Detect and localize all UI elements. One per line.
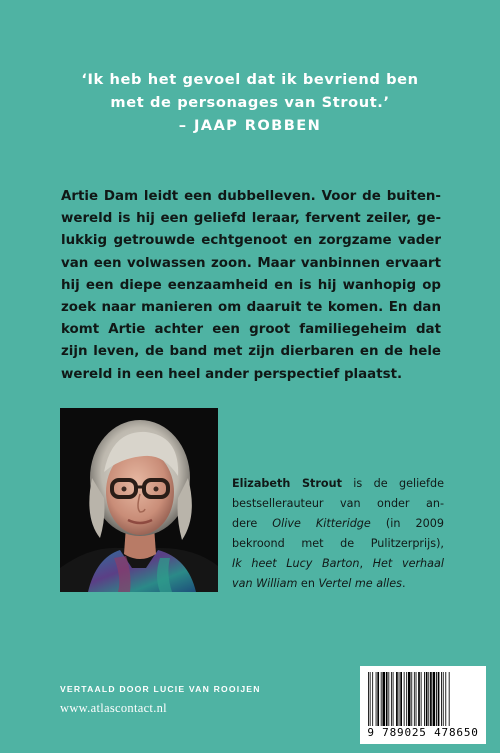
bio-text: dere — [232, 517, 273, 530]
isbn-barcode — [360, 666, 486, 744]
barcode-bar — [436, 672, 437, 726]
blurb-line: lukkig getrouwde echtgenoot en zorgzame vader — [61, 233, 441, 249]
bio-text: , — [359, 557, 373, 570]
barcode-bar — [404, 672, 405, 726]
author-portrait-image — [60, 408, 218, 592]
barcode-bar — [400, 672, 402, 726]
barcode-bar — [418, 672, 420, 726]
bio-text: en — [297, 577, 319, 590]
bio-book-title: Het verhaal — [372, 557, 444, 570]
bio-author-name: Elizabeth Strout — [232, 477, 342, 490]
blurb-line: hij een diepe eenzaamheid en is hij wanhopig op — [61, 277, 441, 293]
barcode-bar — [393, 672, 394, 726]
barcode-bar — [376, 672, 377, 726]
barcode-bar — [430, 672, 432, 726]
quote-line-2: met de personages van Strout.’ — [110, 94, 390, 111]
barcode-bar — [386, 672, 388, 726]
blurb-line: zijn leven, de band met zijn dierbaren en de hele — [61, 344, 441, 360]
barcode-bar — [414, 672, 415, 726]
publisher-website: www.atlascontact.nl — [60, 701, 167, 715]
barcode-bar — [443, 672, 444, 726]
barcode-bar — [424, 672, 425, 726]
barcode-bar — [370, 672, 371, 726]
quote-line-1: ‘Ik heb het gevoel dat ik bevriend ben — [81, 71, 419, 88]
bio-text: (in 2009 — [370, 517, 444, 530]
isbn-number: 9 789025 478650 — [367, 726, 479, 739]
barcode-bar — [396, 672, 398, 726]
barcode-bar — [449, 672, 450, 726]
barcode-bar — [381, 672, 382, 726]
author-photo — [60, 408, 218, 592]
bio-line: bekroond met de Pulitzerprijs), — [232, 537, 444, 550]
bio-text: . — [402, 577, 406, 590]
barcode-bar — [428, 672, 429, 726]
barcode-bar — [391, 672, 392, 726]
barcode-bar — [416, 672, 417, 726]
bio-book-title: van William — [232, 577, 298, 590]
bio-book-title: Ik heet Lucy Barton — [232, 557, 360, 570]
blurb-line: zoek naar manieren om daaruit te komen. En dan — [61, 300, 441, 316]
barcode-bar — [377, 672, 379, 726]
barcode-bar — [406, 672, 407, 726]
barcode-bar — [368, 672, 369, 726]
barcode-bar — [426, 672, 428, 726]
barcode-bar — [399, 672, 400, 726]
blurb-line: van een volwassen zoon. Maar vanbinnen ervaart — [61, 255, 441, 271]
barcode-bars — [368, 672, 478, 726]
bio-line — [232, 574, 444, 594]
barcode-bar — [408, 672, 411, 726]
bio-book-title: Vertel me alles — [318, 577, 403, 590]
bio-line — [232, 474, 444, 494]
barcode-bar — [411, 672, 412, 726]
blurb-line: wereld is hij een geliefd leraar, fervent zeiler, ge- — [61, 211, 441, 227]
barcode-bar — [382, 672, 385, 726]
barcode-bar — [421, 672, 422, 726]
review-quote — [70, 68, 430, 137]
barcode-bar — [445, 672, 446, 726]
quote-author: – JAAP ROBBEN — [178, 117, 322, 134]
barcode-bar — [441, 672, 442, 726]
barcode-bar — [438, 672, 440, 726]
barcode-bar — [433, 672, 436, 726]
bio-line: bestsellerauteur van onder an- — [232, 497, 444, 510]
blurb-line: wereld in een heel ander perspectief plaatst. — [61, 366, 403, 382]
bio-line — [232, 554, 444, 574]
author-bio — [232, 474, 444, 594]
book-blurb — [61, 186, 441, 386]
bio-book-title: Olive Kitteridge — [272, 517, 371, 530]
blurb-line: komt Artie achter een groot familiegeheim dat — [61, 322, 441, 338]
barcode-bar — [388, 672, 389, 726]
bio-line — [232, 514, 444, 534]
translator-credit: VERTAALD DOOR LUCIE VAN ROOIJEN — [60, 684, 261, 694]
bio-text: is de geliefde — [341, 477, 444, 490]
blurb-line: Artie Dam leidt een dubbelleven. Voor de buiten- — [61, 189, 441, 204]
barcode-bar — [372, 672, 373, 726]
